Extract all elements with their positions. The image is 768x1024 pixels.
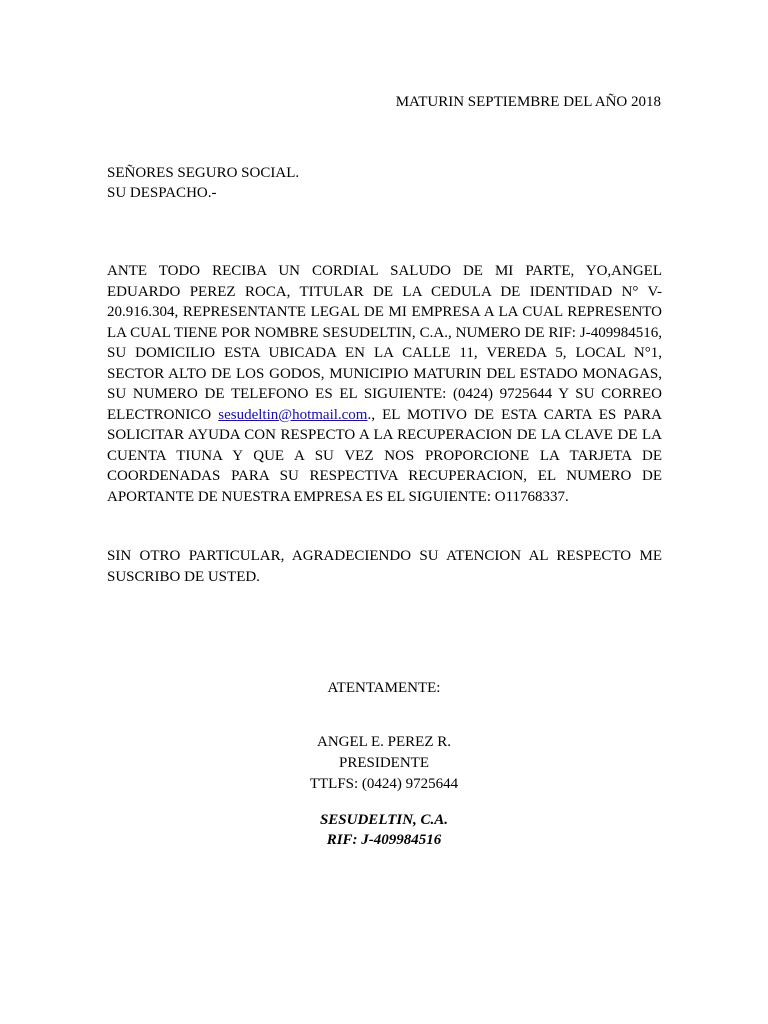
paragraph-1-text-after-email: ., EL MOTIVO DE ESTA CARTA ES PARA SOLICITAR AYUDA CON RESPECTO A LA RECUPERACION DE LA CLAVE DE LA CUENTA TIUNA Y QUE A SU VEZ NOS PROPORCIONE LA TARJETA DE COORDENADAS PARA SU RESPECTIVA RECUPERACION, EL NUMERO DE APORTANTE DE NUESTRA EMPRESA ES EL SIGUIENTE: O11768337. (107, 406, 662, 505)
email-link[interactable]: sesudeltin@hotmail.com (218, 406, 368, 423)
company-rif: RIF: J-409984516 (326, 832, 442, 848)
signer-name: ANGEL E. PEREZ R. (316, 734, 452, 750)
signer-phone: TTLFS: (0424) 9725644 (309, 776, 459, 792)
signer-title: PRESIDENTE (339, 755, 429, 771)
signer-block (0, 732, 768, 795)
closing-line: ATENTAMENTE: (327, 680, 441, 696)
recipient-line-1: SEÑORES SEGURO SOCIAL. (107, 165, 300, 181)
recipient-block (107, 163, 299, 203)
company-block (0, 810, 768, 850)
body-paragraph-2: SIN OTRO PARTICULAR, AGRADECIENDO SU ATENCION AL RESPECTO ME SUSCRIBO DE USTED. (107, 548, 662, 585)
recipient-line-2: SU DESPACHO.- (107, 185, 217, 201)
date-line: MATURIN SEPTIEMBRE DEL AÑO 2018 (395, 94, 661, 110)
body-paragraph-1 (107, 261, 662, 507)
paragraph-1-text-before-email: ANTE TODO RECIBA UN CORDIAL SALUDO DE MI PARTE, YO,ANGEL EDUARDO PEREZ ROCA, TITULAR DE LA CEDULA DE IDENTIDAD N° V-20.916.304, REPRESENTANTE LEGAL DE MI EMPRESA A LA CUAL REPRESENTO LA CUAL TIENE POR NOMBRE SESUDELTIN, C.A., NUMERO DE RIF: J-409984516, SU DOMICILIO ESTA UBICADA EN LA CALLE 11, VEREDA 5, LOCAL N°1, SECTOR ALTO DE LOS GODOS, MUNICIPIO MATURIN DEL ESTADO MONAGAS, SU NUMERO DE TELEFONO ES EL SIGUIENTE: (0424) 9725644 Y SU CORREO ELECTRONICO (107, 263, 662, 423)
company-name: SESUDELTIN, C.A. (319, 812, 449, 828)
